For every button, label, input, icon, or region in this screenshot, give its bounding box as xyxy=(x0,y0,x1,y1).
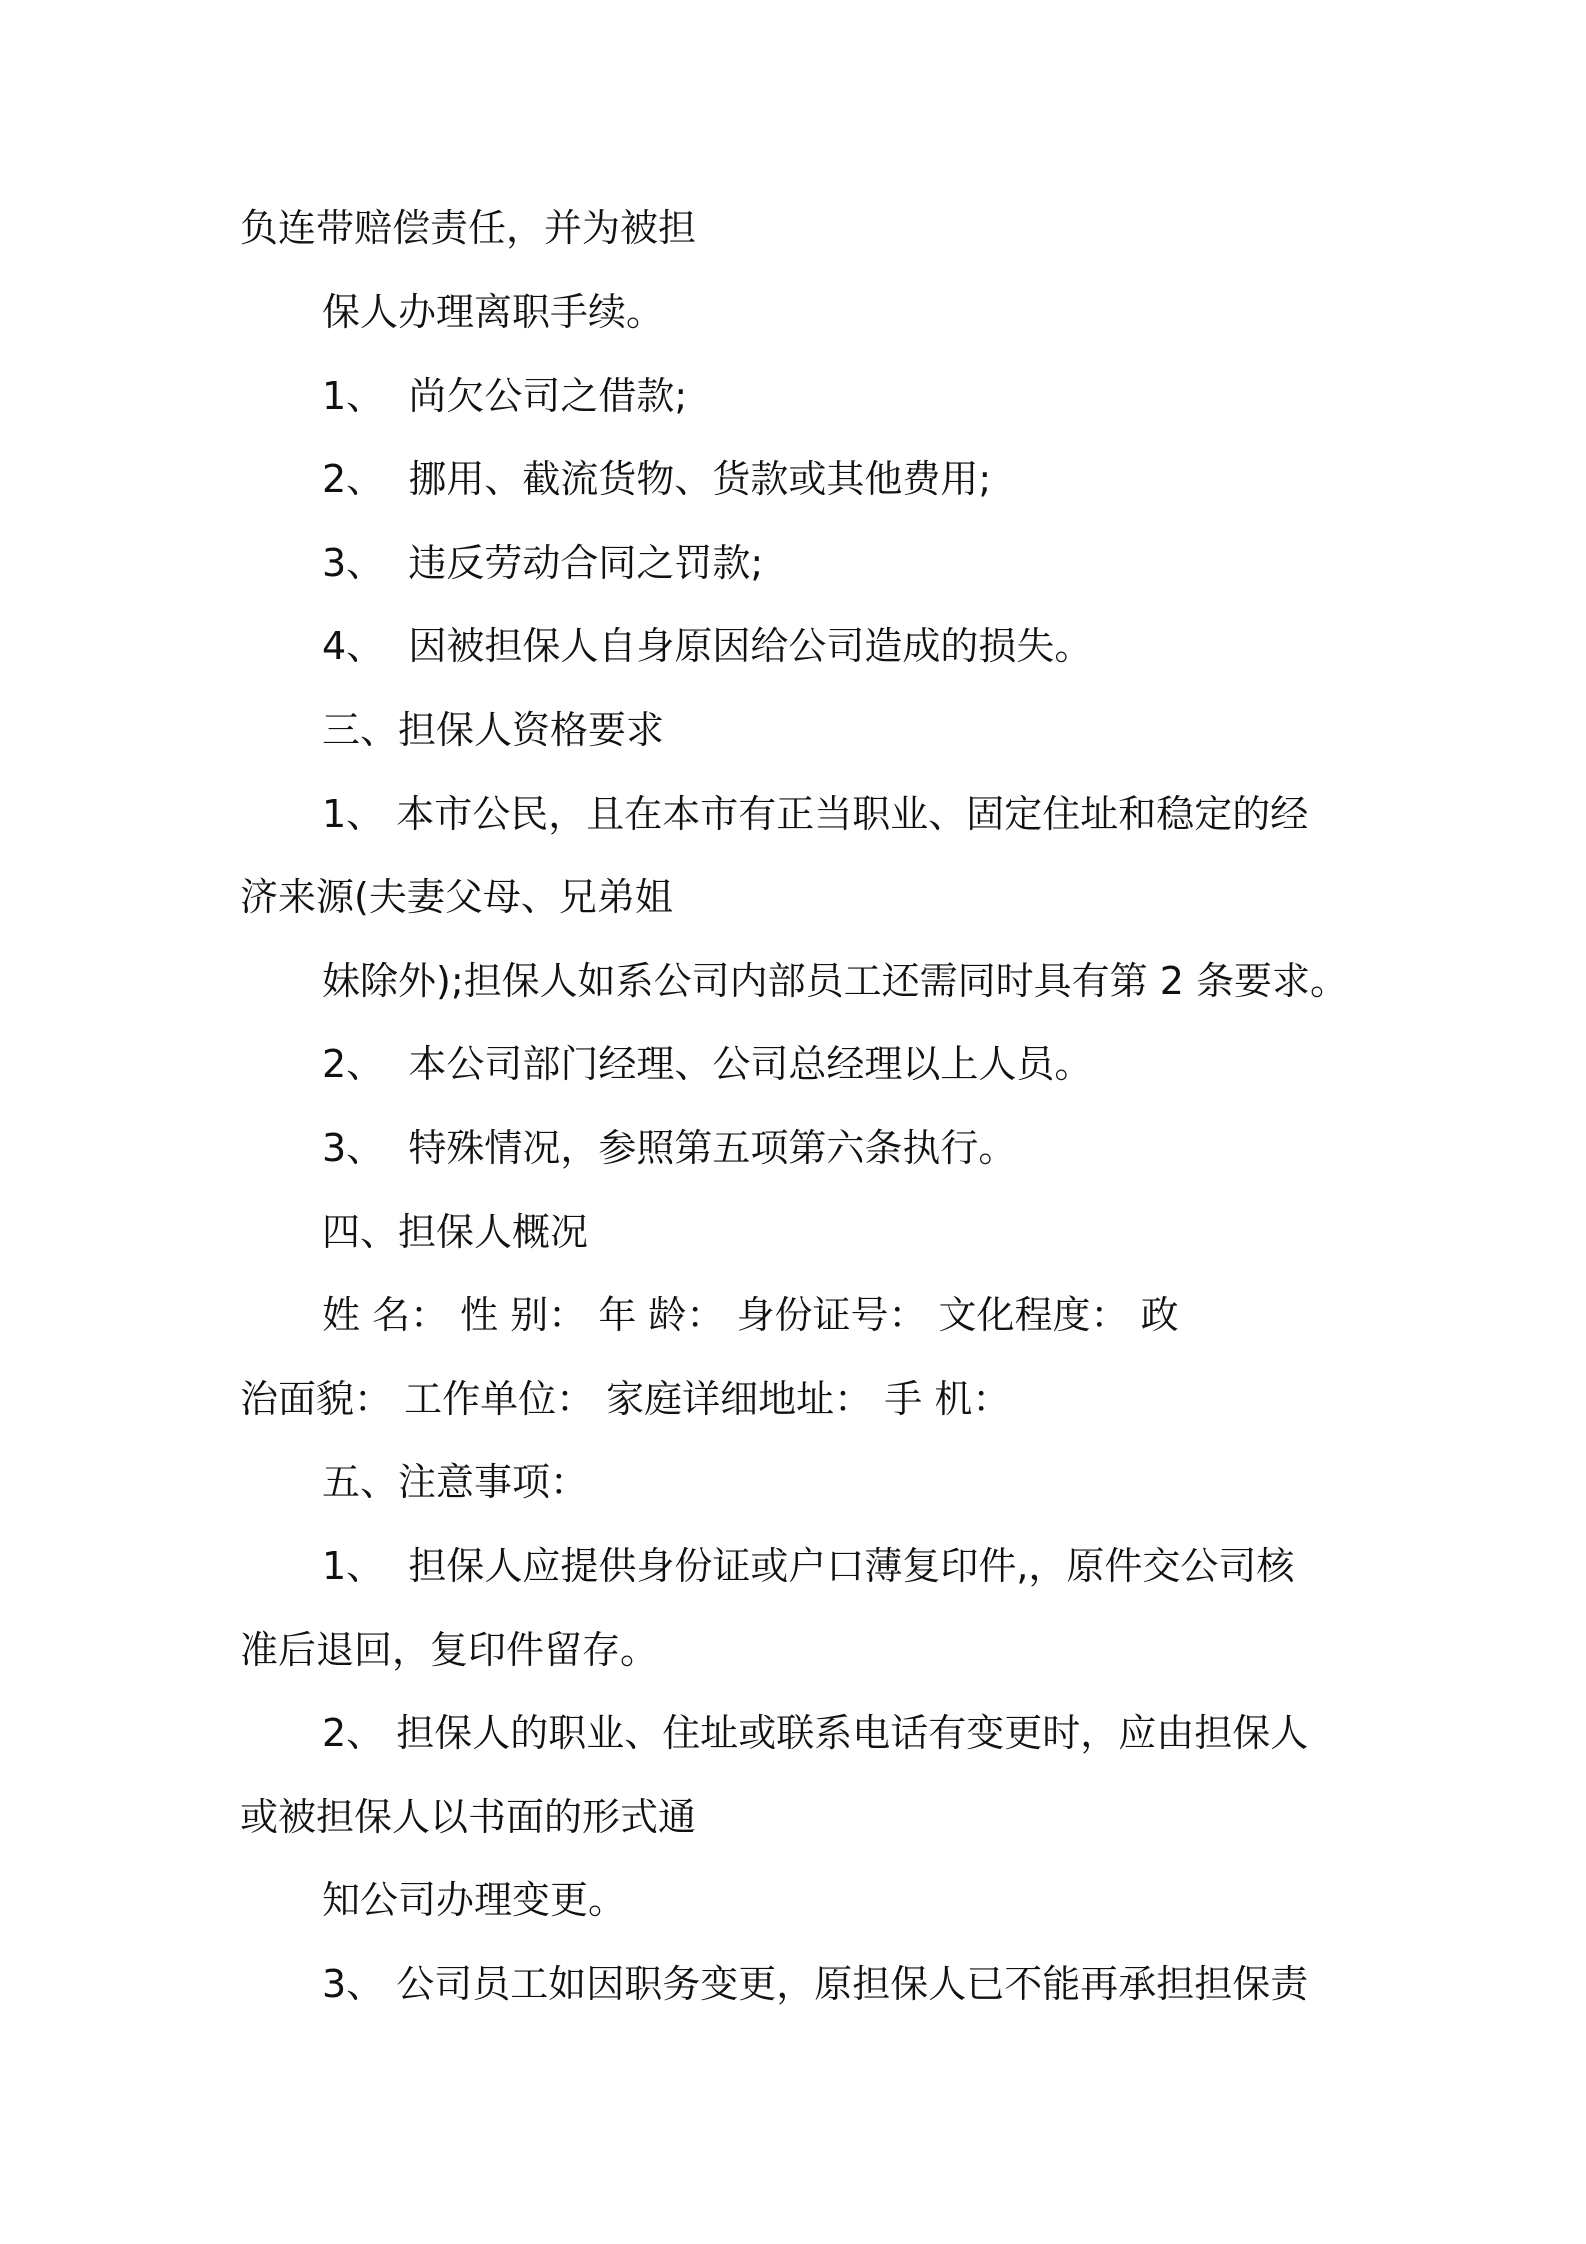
text-line-18: 准后退回，复印件留存。 xyxy=(240,1628,659,1672)
guarantor-fields-line-2: 治面貌： 工作单位： 家庭详细地址： 手 机： xyxy=(240,1377,1011,1421)
list-item-loss: 4、 因被担保人自身原因给公司造成的损失。 xyxy=(322,624,1093,668)
text-line-10: 妹除外);担保人如系公司内部员工还需同时具有第 2 条要求。 xyxy=(322,959,1348,1003)
text-line-11: 2、 本公司部门经理、公司总经理以上人员。 xyxy=(322,1042,1093,1086)
text-line-22: 3、 公司员工如因职务变更，原担保人已不能再承担担保责 xyxy=(322,1962,1309,2006)
text-line-19: 2、 担保人的职业、住址或联系电话有变更时，应由担保人 xyxy=(322,1711,1309,1755)
section-heading-3: 三、担保人资格要求 xyxy=(322,708,665,752)
section-heading-5: 五、注意事项： xyxy=(322,1460,589,1504)
guarantor-fields-line-1: 姓 名： 性 别： 年 龄： 身份证号： 文化程度： 政 xyxy=(322,1293,1179,1337)
list-item-penalty: 3、 违反劳动合同之罚款; xyxy=(322,541,764,585)
text-line-2: 保人办理离职手续。 xyxy=(322,290,665,334)
section-heading-4: 四、担保人概况 xyxy=(322,1210,589,1254)
text-line-1: 负连带赔偿责任，并为被担 xyxy=(240,206,697,250)
text-line-21: 知公司办理变更。 xyxy=(322,1878,627,1922)
text-line-12: 3、 特殊情况，参照第五项第六条执行。 xyxy=(322,1126,1017,1170)
list-item-misappropriation: 2、 挪用、截流货物、货款或其他费用; xyxy=(322,457,992,501)
text-line-17: 1、 担保人应提供身份证或户口薄复印件,，原件交公司核 xyxy=(322,1544,1295,1588)
text-line-8: 1、 本市公民，且在本市有正当职业、固定住址和稳定的经 xyxy=(322,792,1309,836)
text-line-20: 或被担保人以书面的形式通 xyxy=(240,1795,697,1839)
text-line-9: 济来源(夫妻父母、兄弟姐 xyxy=(240,875,673,919)
list-item-debt: 1、 尚欠公司之借款; xyxy=(322,374,688,418)
